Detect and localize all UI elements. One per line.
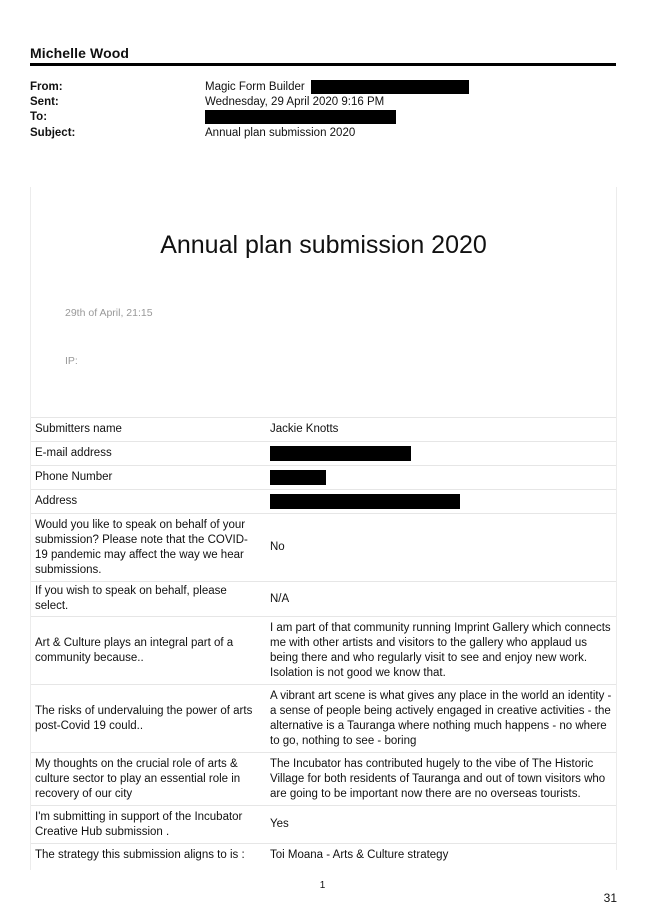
question-cell: The strategy this submission aligns to is :	[31, 844, 264, 868]
question-cell: E-mail address	[31, 442, 264, 466]
question-cell: The risks of undervaluing the power of arts post-Covid 19 could..	[31, 685, 264, 753]
from-sender-text: Magic Form Builder	[205, 81, 305, 94]
submission-table	[31, 417, 616, 868]
table-row	[31, 844, 616, 868]
submission-timestamp: 29th of April, 21:15	[65, 307, 153, 319]
redaction-bar	[205, 110, 396, 124]
table-row	[31, 490, 616, 514]
subject-value: Annual plan submission 2020	[205, 127, 356, 139]
answer-cell: No	[264, 514, 616, 582]
ip-label: IP:	[65, 355, 78, 367]
question-cell: I'm submitting in support of the Incubator Creative Hub submission .	[31, 806, 264, 844]
answer-cell: Jackie Knotts	[264, 418, 616, 442]
submission-form	[30, 187, 617, 870]
redaction-bar	[270, 470, 326, 485]
page-number: 1	[319, 880, 326, 891]
answer-cell	[264, 442, 616, 466]
answer-cell: Yes	[264, 806, 616, 844]
header-rule	[30, 63, 616, 66]
table-row	[31, 466, 616, 490]
sent-value: Wednesday, 29 April 2020 9:16 PM	[205, 96, 385, 108]
answer-cell: The Incubator has contributed hugely to the vibe of The Historic Village for both residents of Tauranga and out of town visitors who are going to be important now there are no overseas tourists.	[264, 753, 616, 806]
document-page-number: 31	[603, 891, 617, 905]
answer-cell: Toi Moana - Arts & Culture strategy	[264, 844, 616, 868]
table-row	[31, 582, 616, 617]
from-label: From:	[30, 81, 63, 93]
table-row	[31, 514, 616, 582]
table-row	[31, 418, 616, 442]
answer-cell	[264, 466, 616, 490]
from-value	[205, 80, 469, 95]
sender-name: Michelle Wood	[30, 45, 130, 61]
table-row	[31, 685, 616, 753]
question-cell: Would you like to speak on behalf of your submission? Please note that the COVID-19 pandemic may affect the way we hear submissions.	[31, 514, 264, 582]
question-cell: Submitters name	[31, 418, 264, 442]
redaction-bar	[270, 446, 411, 461]
form-title: Annual plan submission 2020	[160, 231, 487, 259]
to-label: To:	[30, 111, 48, 123]
question-cell: Address	[31, 490, 264, 514]
answer-cell: A vibrant art scene is what gives any place in the world an identity - a sense of people being actively engaged in creative activities - the alternative is a Tauranga where nothing much happens - no where to go, nothing to see - boring	[264, 685, 616, 753]
answer-cell	[264, 490, 616, 514]
sent-label: Sent:	[30, 96, 59, 108]
table-row	[31, 753, 616, 806]
to-value	[205, 110, 396, 125]
answer-cell: I am part of that community running Imprint Gallery which connects me with other artists and visitors to the gallery who applaud us being there and who regularly visit to see and enjoy new work. Isolation is not good we know that.	[264, 617, 616, 685]
question-cell: My thoughts on the crucial role of arts & culture sector to play an essential role in recovery of our city	[31, 753, 264, 806]
question-cell: If you wish to speak on behalf, please select.	[31, 582, 264, 617]
table-row	[31, 442, 616, 466]
answer-cell: N/A	[264, 582, 616, 617]
redaction-bar	[270, 494, 460, 509]
question-cell: Art & Culture plays an integral part of a community because..	[31, 617, 264, 685]
table-row	[31, 806, 616, 844]
question-cell: Phone Number	[31, 466, 264, 490]
redaction-bar	[311, 80, 469, 94]
table-row	[31, 617, 616, 685]
subject-label: Subject:	[30, 127, 76, 139]
